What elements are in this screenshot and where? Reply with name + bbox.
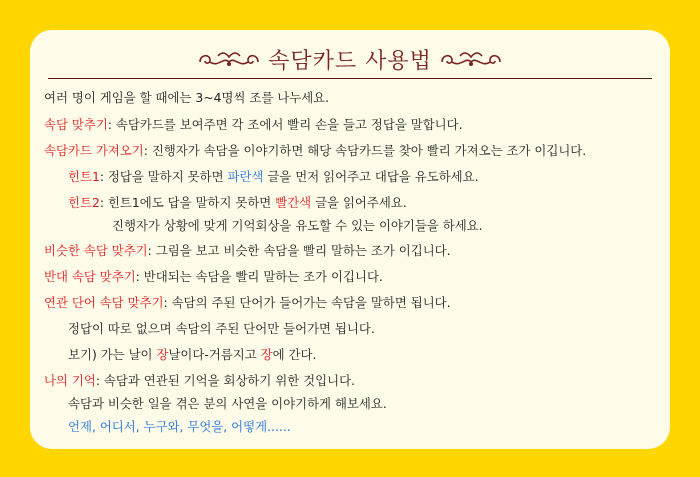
hint-text: 글을 먼저 읽어주고 대답을 유도하세요. [263, 169, 479, 184]
hint-line [68, 168, 479, 186]
game-desc: : 진행자가 속담을 이야기하면 해당 속담카드를 찾아 빨리 가져오는 조가 이깁니다. [143, 143, 587, 158]
game-name: 속담 맞추기 [44, 117, 108, 132]
title-divider [48, 78, 652, 79]
note-line: 속담과 비슷한 일을 겪은 분의 사연을 이야기하게 해보세요. [68, 396, 387, 411]
intro-text: 여러 명이 게임을 할 때에는 3~4명씩 조를 나누세요. [44, 90, 330, 105]
game-name: 연관 단어 속담 맞추기 [44, 295, 164, 310]
example-text: 보기) 가는 날이 [68, 347, 157, 362]
hint-text: : 힌트1에도 답을 말하지 못하면 [99, 195, 276, 210]
prompt-words: 언제, 어디서, 누구와, 무엇을, 어떻게...... [68, 419, 291, 434]
hint-text: 글을 읽어주세요. [311, 195, 407, 210]
rule-line [44, 142, 586, 160]
game-desc: : 반대되는 속담을 빨리 말하는 조가 이깁니다. [135, 269, 383, 284]
rule-line [44, 372, 355, 390]
rule-line [44, 116, 463, 134]
hint-text: : 정답을 말하지 못하면 [99, 169, 228, 184]
hint-line [68, 194, 407, 212]
game-desc: : 속담과 연관된 기억을 회상하기 위한 것입니다. [95, 373, 355, 388]
scroll-ornament-icon [438, 48, 504, 70]
game-desc: : 속담카드를 보여주면 각 조에서 빨리 손을 들고 정답을 말합니다. [107, 117, 463, 132]
hint-label: 힌트1 [68, 169, 100, 184]
game-desc: : 그림을 보고 비슷한 속담을 빨리 말하는 조가 이깁니다. [147, 243, 451, 258]
hint-extra: 진행자가 상황에 맞게 기억회상을 유도할 수 있는 이야기들을 하세요. [112, 218, 483, 233]
note-line: 정답이 따로 없으며 속담의 주된 단어만 들어가면 됩니다. [68, 321, 375, 336]
rule-line [44, 242, 451, 260]
rule-line [44, 294, 451, 312]
highlight-word: 장 [260, 347, 273, 362]
example-line [68, 346, 316, 364]
title-row [30, 42, 670, 76]
game-name: 속담카드 가져오기 [44, 143, 144, 158]
rule-line [44, 268, 383, 286]
page-title: 속담카드 사용법 [268, 49, 432, 74]
game-name: 나의 기억 [44, 373, 96, 388]
color-word: 파란색 [227, 169, 264, 184]
example-text: 날이다-거름지고 [168, 347, 261, 362]
game-name: 반대 속담 맞추기 [44, 269, 136, 284]
hint-label: 힌트2 [68, 195, 100, 210]
example-text: 에 간다. [272, 347, 317, 362]
game-desc: : 속담의 주된 단어가 들어가는 속담을 말하면 됩니다. [163, 295, 451, 310]
game-name: 비슷한 속담 맞추기 [44, 243, 148, 258]
color-word: 빨간색 [275, 195, 312, 210]
highlight-word: 장 [156, 347, 169, 362]
instruction-card [30, 30, 670, 449]
